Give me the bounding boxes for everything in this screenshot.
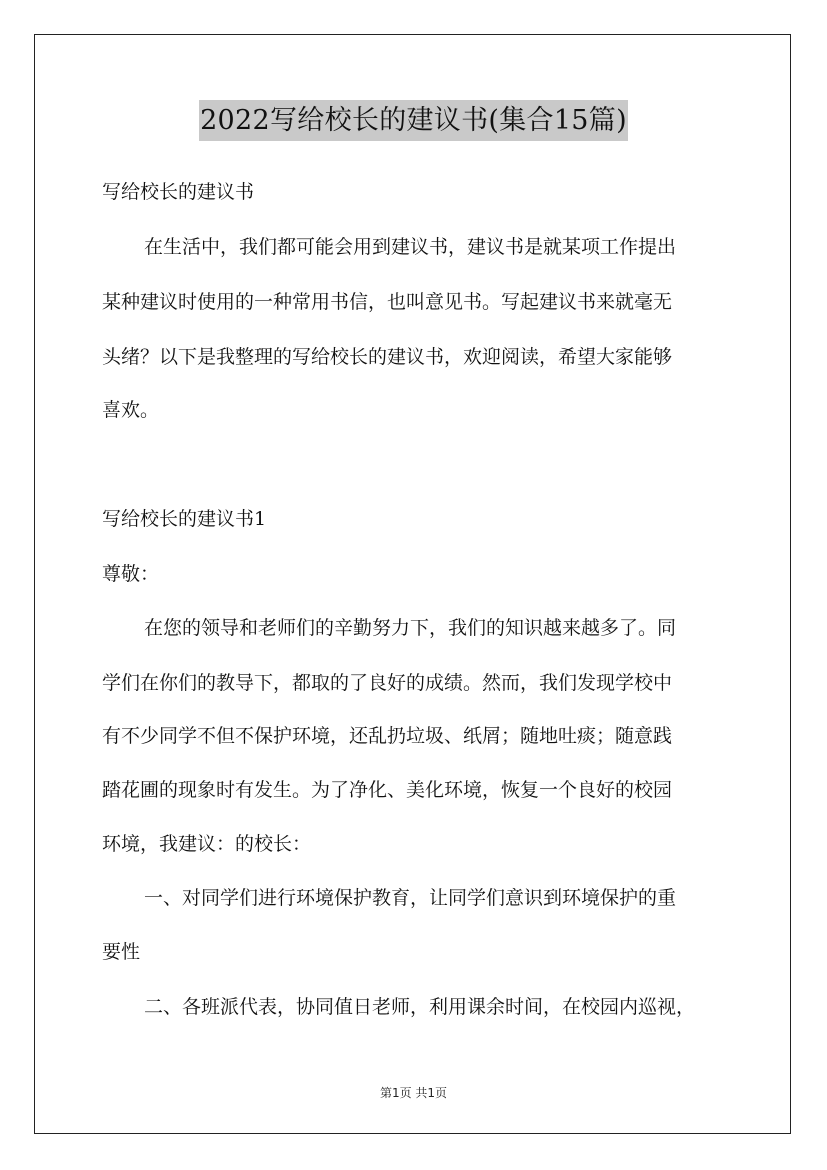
page-footer (0, 1084, 827, 1101)
document-title: 2022写给校长的建议书(集合15篇) (199, 100, 628, 141)
paragraph-line: 一、对同学们进行环境保护教育，让同学们意识到环境保护的重 (144, 887, 677, 909)
title-container (0, 100, 827, 141)
salutation: 尊敬： (102, 563, 160, 585)
paragraph-line: 二、各班派代表，协同值日老师，利用课余时间，在校园内巡视， (144, 996, 696, 1018)
page-number: 第1页 共1页 (379, 1086, 448, 1100)
paragraph-line: 在您的领导和老师们的辛勤努力下，我们的知识越来越多了。同 (144, 617, 677, 639)
paragraph-line: 喜欢。 (102, 399, 160, 421)
paragraph-line: 要性 (102, 941, 141, 963)
paragraph-line: 学们在你们的教导下，都取的了良好的成绩。然而，我们发现学校中 (102, 672, 673, 694)
section-heading: 写给校长的建议书 (102, 181, 255, 203)
section-heading: 写给校长的建议书1 (102, 508, 267, 530)
paragraph-line: 某种建议时使用的一种常用书信，也叫意见书。写起建议书来就毫无 (102, 291, 673, 313)
paragraph-line: 在生活中，我们都可能会用到建议书，建议书是就某项工作提出 (144, 236, 677, 258)
paragraph-line: 有不少同学不但不保护环境，还乱扔垃圾、纸屑；随地吐痰；随意践 (102, 725, 673, 747)
paragraph-line: 环境，我建议：的校长： (102, 833, 312, 855)
paragraph-line: 踏花圃的现象时有发生。为了净化、美化环境，恢复一个良好的校园 (102, 779, 673, 801)
paragraph-line: 头绪？以下是我整理的写给校长的建议书，欢迎阅读，希望大家能够 (102, 346, 673, 368)
